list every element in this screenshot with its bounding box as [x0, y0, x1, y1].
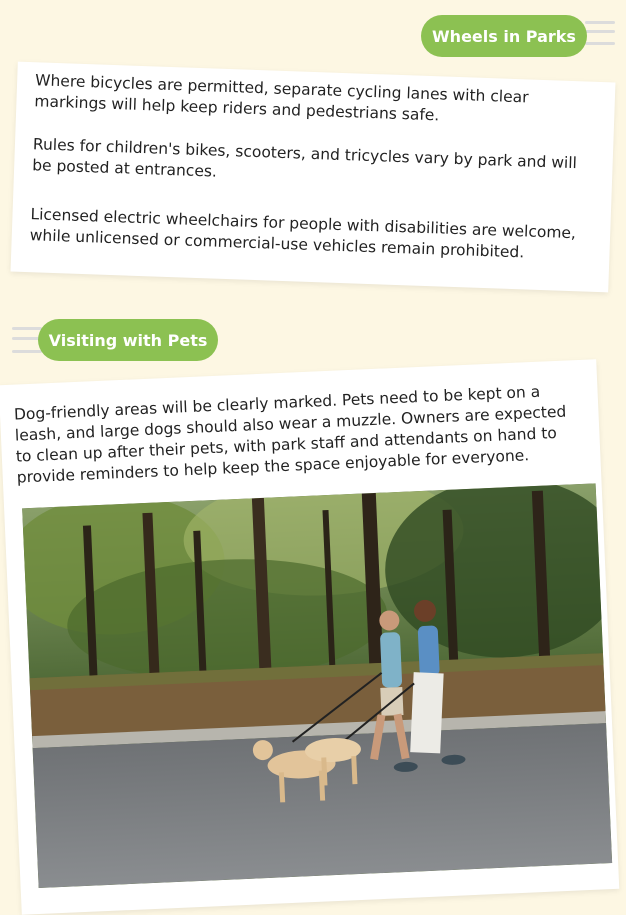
- heading-decor-line: [12, 350, 42, 353]
- heading-decor-line: [585, 30, 615, 33]
- pets-card: [0, 359, 619, 915]
- wheels-text-card: [11, 62, 616, 293]
- wheels-paragraph-bicycles: Where bicycles are permitted, separate cycling lanes with clear markings will help keep riders and pedestrians safe.: [34, 71, 529, 125]
- heading-decor-line: [12, 327, 42, 330]
- section-heading-pets: Visiting with Pets: [38, 319, 218, 361]
- heading-decor-line: [585, 21, 615, 24]
- wheels-paragraph-wheelchairs: Licensed electric wheelchairs for people with disabilities are welcome, while unlicensed or commercial-use vehicles remain prohibited.: [29, 205, 577, 262]
- section-heading-wheels: Wheels in Parks: [421, 15, 587, 57]
- heading-decor-line: [585, 42, 615, 45]
- pets-paragraph: Dog-friendly areas will be clearly marked. Pets need to be kept on a leash, and large dogs should also wear a muzzle. Owners are expected to clean up after their pets, with park staff and attendants on hand to provide reminders to help keep the space enjoyable for everyone.: [13, 382, 567, 487]
- couple-walking-dog-photo: [22, 483, 612, 888]
- wheels-paragraph-children: Rules for children's bikes, scooters, and tricycles vary by park and will be posted at entrances.: [31, 135, 578, 181]
